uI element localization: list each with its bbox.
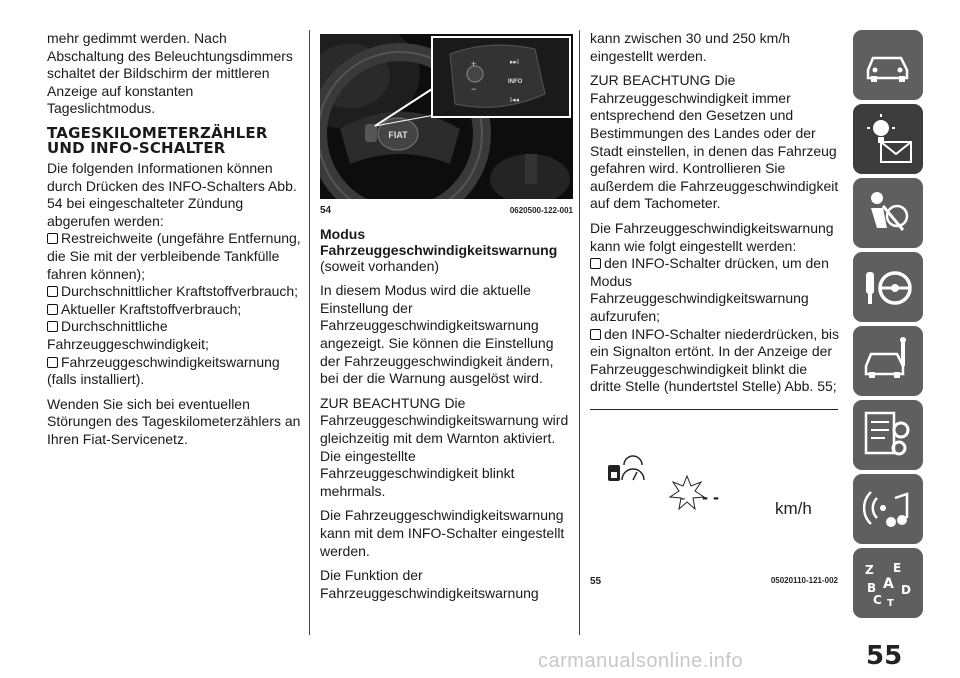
maintenance-icon bbox=[863, 410, 913, 460]
tab-emergency[interactable] bbox=[853, 326, 923, 396]
list-item: Durchschnittlicher Kraftstoffverbrauch; bbox=[47, 283, 302, 301]
column-middle bbox=[320, 34, 573, 609]
figure-55-speed-display bbox=[590, 409, 838, 585]
list-item: Durchschnittliche Fahrzeuggeschwindigkeit; bbox=[47, 318, 209, 352]
tab-maintenance[interactable] bbox=[853, 400, 923, 470]
index-letters-icon bbox=[863, 558, 913, 608]
bullet-icon bbox=[590, 329, 601, 340]
volume-up-label: + bbox=[471, 59, 477, 69]
tab-index[interactable] bbox=[853, 548, 923, 618]
list-item: Restreichweite (ungefähre Entfernung, die Sie mit der verbleibende Tankfülle fahren können); bbox=[47, 230, 301, 282]
svg-text:B: B bbox=[867, 581, 877, 595]
bullet-icon bbox=[47, 233, 58, 244]
page-number: 55 bbox=[866, 641, 903, 671]
steering-key-icon bbox=[863, 262, 913, 312]
mode-subtitle: (soweit vorhanden) bbox=[320, 257, 440, 274]
watermark: carmanualsonline.info bbox=[538, 650, 744, 672]
bullet-icon bbox=[47, 321, 58, 332]
list-item: den INFO-Schalter drücken, um den Modus Fahrzeuggeschwindigkeitswarnung aufzurufen; bbox=[590, 255, 829, 324]
intro-paragraph: mehr gedimmt werden. Nach Abschaltung des Beleuchtungsdimmers schaltet der Bildschirm der mittleren Anzeige auf konstanten Tageslichtmodus. bbox=[47, 30, 293, 117]
paragraph: In diesem Modus wird die aktuelle Einstellung der Fahrzeuggeschwindigkeitswarnung angezeigt. Sie können die Einstellung der Fahrzeuggeschwindigkeit ändern, bei der die Warnung ausgelöst wird. bbox=[320, 282, 554, 387]
outro-paragraph: Wenden Sie sich bei eventuellen Störungen des Tageskilometerzählers an Ihren Fiat-Servicenetz. bbox=[47, 395, 301, 447]
steering-wheel-illustration bbox=[320, 34, 573, 199]
fiat-logo: FIAT bbox=[388, 130, 408, 140]
figure-caption bbox=[320, 202, 573, 220]
paragraph: kann zwischen 30 und 250 km/h eingestellt werden. bbox=[590, 30, 791, 64]
car-emergency-icon bbox=[863, 336, 913, 386]
figure-code: 0620500-122-001 bbox=[509, 206, 573, 215]
bullet-icon bbox=[47, 286, 58, 297]
speed-warning-display bbox=[590, 410, 838, 570]
list-item: den INFO-Schalter niederdrücken, bis ein Signalton ertönt. In der Anzeige der Fahrzeuggeschwindigkeit blinkt die dritte Stelle (hundertstel Stelle) Abb. 55; bbox=[590, 325, 839, 395]
bullet-icon bbox=[47, 357, 58, 368]
car-icon bbox=[863, 40, 913, 90]
svg-text:A: A bbox=[883, 576, 894, 592]
svg-text:E: E bbox=[893, 561, 902, 575]
safety-icon bbox=[863, 188, 913, 238]
bullet-icon bbox=[590, 258, 601, 269]
list-item: Aktueller Kraftstoffverbrauch; bbox=[47, 301, 302, 319]
tab-starting-driving[interactable] bbox=[853, 252, 923, 322]
svg-text:C: C bbox=[873, 593, 882, 607]
warning-lights-icon bbox=[863, 114, 913, 164]
note-paragraph: ZUR BEACHTUNG Die Fahrzeuggeschwindigkeit immer entsprechend den Gesetzen und Bestimmungen des Landes oder der Stadt einstellen, in denen das Fahrzeug gefahren wird. Kontrollieren Sie außerdem die Fahrzeuggeschwindigkeit auf dem Tachometer. bbox=[590, 72, 839, 212]
column-divider bbox=[309, 30, 310, 635]
tab-car-overview[interactable] bbox=[853, 30, 923, 100]
svg-text:D: D bbox=[901, 583, 911, 597]
skip-forward-label: ▸▸I bbox=[510, 59, 519, 66]
chapter-tabs bbox=[853, 30, 923, 622]
figure-caption bbox=[590, 576, 838, 587]
section-heading: TAGESKILOMETERZÄHLER UND INFO-SCHALTER bbox=[47, 123, 268, 157]
skip-back-label: I◂◂ bbox=[510, 97, 519, 104]
figure-number: 55 bbox=[590, 576, 602, 587]
column-left bbox=[47, 30, 302, 455]
svg-text:Z: Z bbox=[865, 563, 874, 577]
paragraph: Die Fahrzeuggeschwindigkeitswarnung kann mit dem INFO-Schalter eingestellt werden. bbox=[320, 507, 565, 559]
lead-paragraph: Die folgenden Informationen können durch Drücken des INFO-Schalters Abb. 54 bei eingeschalteter Zündung abgerufen werden: bbox=[47, 159, 297, 229]
figure-number: 54 bbox=[320, 205, 332, 216]
multimedia-icon bbox=[863, 484, 913, 534]
column-divider bbox=[579, 30, 580, 635]
speed-unit: km/h bbox=[775, 499, 812, 518]
tab-multimedia[interactable] bbox=[853, 474, 923, 544]
speed-digits: - - bbox=[702, 487, 719, 507]
note-paragraph: ZUR BEACHTUNG Die Fahrzeuggeschwindigkeitswarnung wird gleichzeitig mit dem Warnton aktiviert. Die eingestellte Fahrzeuggeschwindigkeit blinkt mehrmals. bbox=[320, 394, 569, 499]
column-right bbox=[590, 30, 840, 396]
tab-warning-lights[interactable] bbox=[853, 104, 923, 174]
bullet-icon bbox=[47, 304, 58, 315]
figure-54-steering-wheel bbox=[320, 34, 573, 199]
info-switch-label: INFO bbox=[508, 79, 523, 85]
blinking-digit: - bbox=[680, 490, 686, 507]
paragraph: Die Fahrzeuggeschwindigkeitswarnung kann wie folgt eingestellt werden: bbox=[590, 219, 834, 254]
volume-down-label: − bbox=[471, 84, 477, 94]
svg-text:T: T bbox=[887, 598, 894, 608]
list-item: Fahrzeuggeschwindigkeitswarnung (falls installiert). bbox=[47, 353, 280, 388]
tab-safety[interactable] bbox=[853, 178, 923, 248]
figure-code: 05020110-121-002 bbox=[770, 576, 838, 585]
paragraph: Die Funktion der Fahrzeuggeschwindigkeitswarnung bbox=[320, 567, 539, 601]
mode-title: Modus Fahrzeuggeschwindigkeitswarnung bbox=[320, 225, 558, 258]
